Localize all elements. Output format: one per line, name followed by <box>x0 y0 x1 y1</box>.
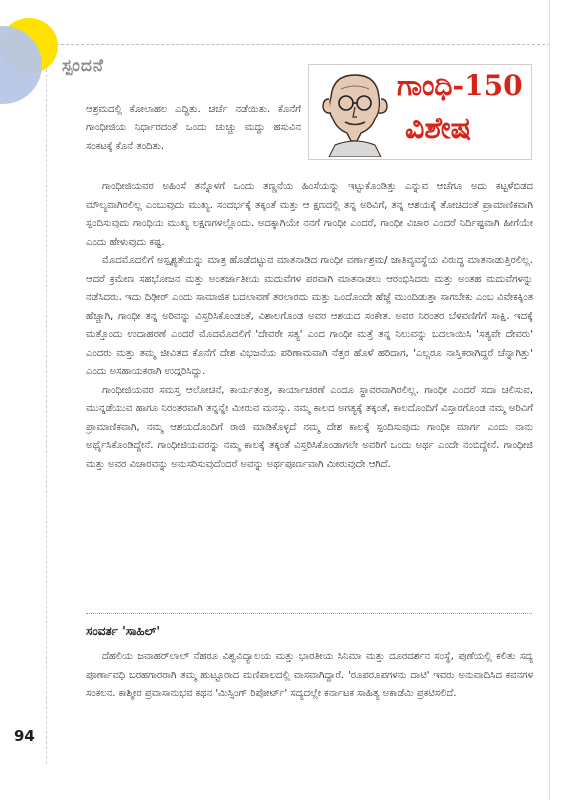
feature-title-special: ವಿಶೇಷ <box>405 111 472 146</box>
page-number: 94 <box>14 727 35 745</box>
paragraph-1: ಗಾಂಧೀಜಿಯವರ ಅಹಿಂಸೆ ತನ್ನೊಳಗೆ ಒಂದು ತಣ್ಣನೆಯ ಹಿಂಸೆಯನ್ನು ಇಟ್ಟುಕೊಂಡಿತ್ತು ಎನ್ನುವ ಆಚೆಗೂ ಅದು ಕಟ್ಟಳೆಬಿಡದ ಮೌಲ್ಯವಾಗಿರಲಿಲ್ಲ ಎಂಬುವುದು ಮುಖ್ಯ. ಸಂದರ್ಭಕ್ಕೆ ತಕ್ಕಂತೆ ಮತ್ತು ಆ ಕ್ಷಣದಲ್ಲಿ ತನ್ನ ಅರಿವಿಗೆ, ತನ್ನ ಆಶಯಕ್ಕೆ ತೋಚಿದಂತೆ ಪ್ರಾಮಾಣಿಕವಾಗಿ ಸ್ಪಂದಿಸುವುದು ಗಾಂಧಿಯ ಮುಖ್ಯ ಲಕ್ಷಣಗಳಲ್ಲೊಂದು. ಅದಕ್ಕಾಗಿಯೇ ನನಗೆ ಗಾಂಧೀ ಎಂದರೆ, ಗಾಂಧೀ ವಿಚಾರ ಎಂದರೆ ನಿರ್ದಿಷ್ಟವಾಗಿ ಹೀಗೆಯೇ ಎಂದು ಹೇಳುವುದು ಕಷ್ಟ. <box>86 181 533 248</box>
top-dashed-rule <box>46 44 550 45</box>
author-name: ಸಂವರ್ತ 'ಸಾಹಿಲ್' <box>86 624 161 638</box>
right-page-edge <box>549 0 550 800</box>
author-bio <box>86 648 533 704</box>
article-body <box>86 178 533 474</box>
feature-title-gandhi-150: ಗಾಂಧಿ-150 <box>397 69 523 102</box>
paragraph-2: ಮೊದಮೊದಲಿಗೆ ಅಸ್ಪೃಶ್ಯತೆಯನ್ನು ಮಾತ್ರ ಹೊಡೆದಟ್ಟುವ ಮಾತನಾಡಿದ ಗಾಂಧೀ ವರ್ಣಾಶ್ರಮ/ ಜಾತಿವ್ಯವಸ್ಥೆಯ ವಿರುದ್ಧ ಮಾತನಾಡುತ್ತಿರಲಿಲ್ಲ. ಆದರೆ ಕ್ರಮೇಣ ಸಹಭೋಜನ ಮತ್ತು ಅಂತರ್ಜಾತೀಯ ಮದುವೆಗಳ ಪರವಾಗಿ ಮಾತನಾಡಲು ಆರಂಭಿಸಿದರು ಮತ್ತು ಅಂತಹ ಮದುವೆಗಳನ್ನು ನಡೆಸಿದರು. ಇದು ದಿಢೀರ್ ಎಂದು ಸಾಮಾಜಿಕ ಬದಲಾವಣೆ ತರಲಾರದು ಮತ್ತು ಒಂದೊಂದೇ ಹೆಜ್ಜೆ ಮುಂದಿಡುತ್ತಾ ಸಾಗಬೇಕು ಎಂಬ ವಿವೇಕಕ್ಕಿಂತ ಹೆಚ್ಚಾಗಿ, ಗಾಂಧೀ ತನ್ನ ಅರಿವನ್ನು ವಿಸ್ತರಿಸಿಕೊಂಡಂತೆ, ವಿಶಾಲಗೊಂಡ ಅವರ ಆಶಯದ ಸಂಕೇತ. ಅವರ ನಿರಂತರ ಬೆಳವಣಿಗೆಗೆ ಸಾಕ್ಷಿ. ಇದಕ್ಕೆ ಮತ್ತೊಂದು ಉದಾಹರಣೆ ಎಂದರೆ ಮೊದಮೊದಲಿಗೆ 'ದೇವರೇ ಸತ್ಯ' ಎಂದ ಗಾಂಧೀ ಮತ್ತೆ ತನ್ನ ನಿಲುವನ್ನು ಬದಲಾಯಿಸಿ 'ಸತ್ಯವೇ ದೇವರು' ಎಂದರು ಮತ್ತು ತಮ್ಮ ಜೀವಿತದ ಕೊನೆಗೆ ದೇಶ ವಿಭಜನೆಯ ಪರಿಣಾಮವಾಗಿ ನೆತ್ತರ ಹೊಳೆ ಹರಿದಾಗ, 'ಎಲ್ಲರೂ ನಾಸ್ತಿಕರಾಗಿದ್ದರೆ ಚೆನ್ನಾಗಿತ್ತು' ಎಂದು ಅಸಹಾಯಕರಾಗಿ ಉದ್ಗರಿಸಿದ್ದು. <box>86 255 533 377</box>
intro-paragraph: ಆಶ್ರಮದಲ್ಲಿ ಕೋಲಾಹಲ ಎದ್ದಿತು. ಚರ್ಚೆ ನಡೆಯಿತು. ಕೊನೆಗೆ ಗಾಂಧೀಜಿಯ ನಿರ್ಧಾರದಂತೆ ಒಂದು ಚುಚ್ಚು ಮದ್ದು ಹಸುವಿನ ಸಂಕಟಕ್ಕೆ ಕೊನೆ ತಂದಿತು. <box>86 104 301 152</box>
section-divider <box>86 613 532 614</box>
author-bio-text: ದೆಹಲಿಯ ಜವಾಹರ್‌ಲಾಲ್ ನೆಹರೂ ವಿಶ್ವವಿದ್ಯಾಲಯ ಮತ್ತು ಭಾರತೀಯ ಸಿನಿಮಾ ಮತ್ತು ದೂರದರ್ಶನ ಸಂಸ್ಥೆ, ಪುಣೆಯಲ್ಲಿ ಕಲಿತು ಸದ್ಯ ಪೂರ್ಣಾವಧಿ ಬರಹಗಾರರಾಗಿ ತಮ್ಮ ಹುಟ್ಟೂರಾದ ಮಣಿಪಾಲದಲ್ಲಿ ವಾಸವಾಗಿದ್ದಾರೆ. 'ರೂಪರೂಪಗಳನು ದಾಟಿ' ಇವರು ಅನುವಾದಿಸಿದ ಕವನಗಳ ಸಂಕಲನ. ಕಾಶ್ಮೀರ ಪ್ರವಾಸಾನುಭವ ಕಥನ 'ಮಿಸ್ಸಿಂಗ್ ರಿಪೋರ್ಟ್' ಸದ್ಯದಲ್ಲೇ ಕರ್ನಾಟಕ ಸಾಹಿತ್ಯ ಅಕಾಡೆಮಿ ಪ್ರಕಟಿಸಲಿದೆ. <box>86 651 533 699</box>
left-dashed-rule <box>46 44 47 764</box>
section-title: ಸ್ಪಂದನೆ <box>62 56 104 76</box>
gandhi-portrait-icon <box>311 67 395 157</box>
paragraph-3: ಗಾಂಧೀಜಿಯವರ ಸಮಸ್ತ ಆಲೋಚನೆ, ಕಾರ್ಯತಂತ್ರ, ಕಾರ್ಯಾಚರಣೆ ಎಂದೂ ಸ್ಥಾವರವಾಗಿರಲಿಲ್ಲ. ಗಾಂಧೀ ಎಂದರೆ ಸದಾ ಚಲಿಸುವ, ಮುನ್ನಡೆಯುವ ಹಾಗೂ ನಿರಂತರವಾಗಿ ತನ್ನನ್ನೇ ಮೀರುವ ಮನಸ್ಸು. ನಮ್ಮ ಕಾಲದ ಅಗತ್ಯಕ್ಕೆ ತಕ್ಕಂತೆ, ಕಾಲದೊಂದಿಗೆ ವಿಸ್ತಾರಗೊಂಡ ನಮ್ಮ ಅರಿವಿಗೆ ಪ್ರಾಮಾಣಿಕವಾಗಿ, ನಮ್ಮ ಆಶಯದೊಂದಿಗೆ ರಾಜಿ ಮಾಡಿಕೊಳ್ಳದೆ ನಮ್ಮ ದೇಶ ಕಾಲಕ್ಕೆ ಸ್ಪಂದಿಸುವುದು ಗಾಂಧೀ ಮಾರ್ಗ ಎಂದು ನಾನು ಅರ್ಥೈಸಿಕೊಂಡಿದ್ದೇನೆ. ಗಾಂಧೀಜಿಯವರನ್ನು ನಮ್ಮ ಕಾಲಕ್ಕೆ ತಕ್ಕಂತೆ ವಿಸ್ತರಿಸಿಕೊಂಡಾಗಲೇ ಅವರಿಗೆ ಒಂದು ಅರ್ಥ ಎಂದೇ ನಂಬಿದ್ದೇನೆ. ಗಾಂಧೀಜಿ ಮತ್ತು ಅವರ ವಿಚಾರವನ್ನು ಅನುಸರಿಸುವುದೆಂದರೆ ಅವನ್ನು ಅರ್ಥಪೂರ್ಣವಾಗಿ ಮೀರುವುದೇ ಆಗಿದೆ. <box>86 384 533 470</box>
gandhi-feature-box <box>308 64 532 160</box>
